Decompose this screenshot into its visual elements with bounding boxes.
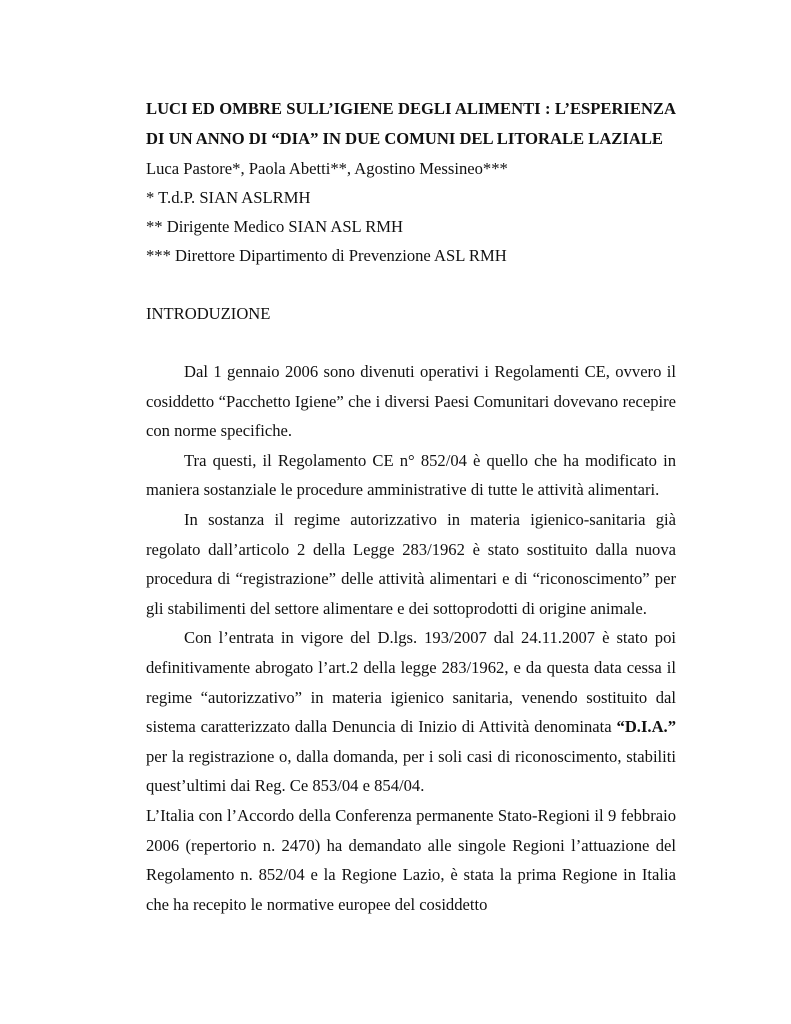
title-line-1: LUCI ED OMBRE SULL’IGIENE DEGLI ALIMENTI : L’ESPERIENZA — [146, 99, 676, 118]
authors-line: Luca Pastore*, Paola Abetti**, Agostino Messineo*** — [146, 159, 508, 178]
paragraph-5: L’Italia con l’Accordo della Conferenza permanente Stato-Regioni il 9 febbraio 2006 (repertorio n. 2470) ha demandato alle singole Regioni l’attuazione del Regolamento n. 852/04 e la Regione Lazio, è stata la prima Regione in Italia che ha recepito le normative europee del cosiddetto — [146, 805, 676, 914]
paragraph-4-text-a: Con l’entrata in vigore del D.lgs. 193/2007 dal 24.11.2007 è stato poi definitivamente abrogato l’art.2 della legge 283/1962, e da questa data cessa il regime “autorizzativo” in materia igienico sanitaria, venendo sostituito dal sistema caratterizzato dalla Denuncia di Inizio di Attività denominata — [146, 628, 676, 737]
paragraph-4-text-b: per la registrazione o, dalla domanda, per i soli casi di riconoscimento, stabiliti quest’ultimi dai Reg. Ce 853/04 e 854/04. — [146, 746, 676, 796]
dia-bold-term: “D.I.A.” — [616, 717, 676, 737]
affiliation-1: * T.d.P. SIAN ASLRMH — [146, 188, 311, 207]
document-body — [146, 357, 676, 919]
title-line-2: DI UN ANNO DI “DIA” IN DUE COMUNI DEL LITORALE LAZIALE — [146, 129, 663, 148]
document-title — [146, 94, 676, 154]
paragraph-4 — [146, 623, 676, 801]
paragraph-2: Tra questi, il Regolamento CE n° 852/04 è quello che ha modificato in maniera sostanziale le procedure amministrative di tutte le attività alimentari. — [146, 450, 676, 500]
section-heading: INTRODUZIONE — [146, 304, 271, 323]
affiliation-2: ** Dirigente Medico SIAN ASL RMH — [146, 217, 404, 236]
document-content — [146, 94, 676, 919]
paragraph-1: Dal 1 gennaio 2006 sono divenuti operativi i Regolamenti CE, ovvero il cosiddetto “Pacchetto Igiene” che i diversi Paesi Comunitari dovevano recepire con norme specifiche. — [146, 362, 676, 441]
paragraph-3: In sostanza il regime autorizzativo in materia igienico-sanitaria già regolato dall’articolo 2 della Legge 283/1962 è stato sostituito dalla nuova procedura di “registrazione” delle attività alimentari e di “riconoscimento” per gli stabilimenti del settore alimentare e dei sottoprodotti di origine animale. — [146, 509, 676, 618]
affiliation-3: *** Direttore Dipartimento di Prevenzione ASL RMH — [146, 246, 507, 265]
